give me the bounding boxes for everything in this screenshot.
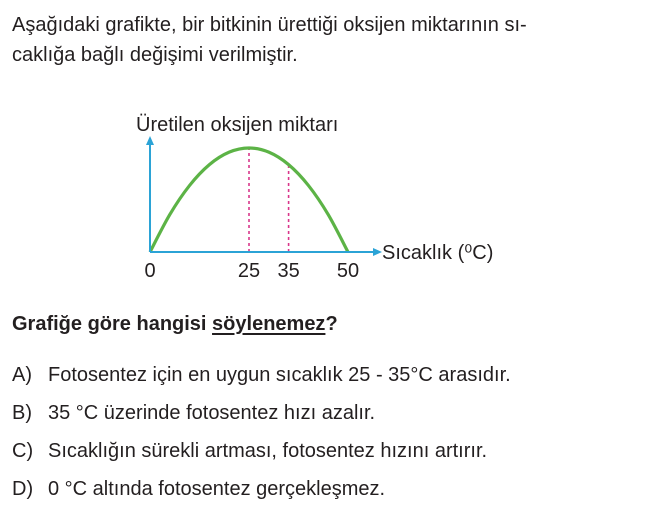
option-text: 35 °C üzerinde fotosentez hızı azalır.	[48, 402, 376, 424]
option-letter: B)	[12, 402, 32, 424]
option-text: Fotosentez için en uygun sıcaklık 25 - 35°C arasıdır.	[48, 364, 511, 386]
x-tick-label: 25	[237, 260, 261, 282]
x-tick-label: 50	[336, 260, 360, 282]
option-b[interactable]	[12, 394, 511, 432]
question-before: Grafiğe göre hangisi	[12, 313, 213, 335]
option-letter: C)	[12, 440, 34, 462]
option-text: Sıcaklığın sürekli artması, fotosentez hızını artırır.	[48, 440, 488, 462]
option-text: 0 °C altında fotosentez gerçekleşmez.	[48, 478, 386, 500]
option-a[interactable]	[12, 356, 511, 394]
x-tick-label: 0	[144, 260, 156, 282]
question-after: ?	[325, 313, 338, 335]
question-underlined: söylenemez	[212, 313, 326, 335]
answer-options	[12, 356, 511, 508]
oxygen-curve	[150, 148, 348, 252]
option-letter: A)	[12, 364, 32, 386]
intro-line-1: Aşağıdaki grafikte, bir bitkinin ürettiği oksijen miktarının sı-	[12, 14, 527, 36]
option-letter: D)	[12, 478, 34, 500]
intro-line-2: caklığa bağlı değişimi verilmiştir.	[12, 44, 298, 66]
question-text	[12, 310, 338, 338]
x-tick-label: 35	[277, 260, 300, 282]
x-axis-label: Sıcaklık (⁰C)	[382, 242, 494, 264]
option-d[interactable]	[12, 470, 511, 508]
option-c[interactable]	[12, 432, 511, 470]
y-axis-label: Üretilen oksijen miktarı	[136, 114, 339, 136]
